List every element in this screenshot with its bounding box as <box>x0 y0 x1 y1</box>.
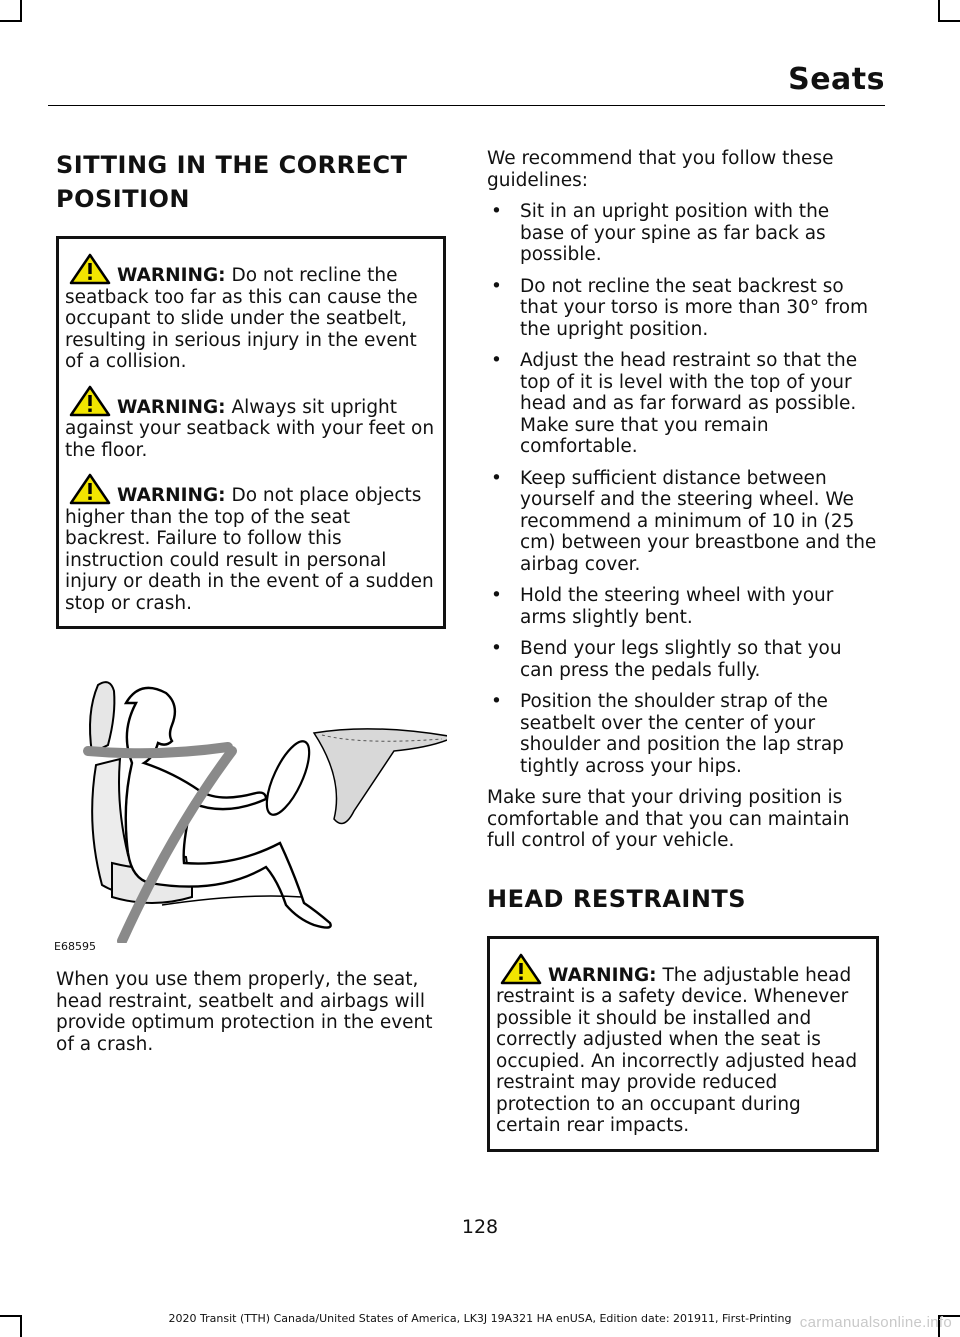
list-item <box>487 468 879 576</box>
driver-seated-illustration <box>52 673 447 943</box>
closing-paragraph: Make sure that your driving position is comfortable and that you can maintain full control of your vehicle. <box>487 787 850 851</box>
warning-text: Do not place objects higher than the top of the seat backrest. Failure to follow this instruction could result in personal injury or death in the event of a sudden stop or crash. <box>65 485 434 614</box>
bullet-glyph: • <box>491 638 502 659</box>
list-item-text: Adjust the head restraint so that the top of it is level with the top of your head and as far forward as possible. Make sure that you remain comfortable. <box>520 350 858 457</box>
warning-label: WARNING: <box>117 396 226 418</box>
bullet-glyph: • <box>491 585 502 606</box>
section-heading-head-restraints: HEAD RESTRAINTS <box>487 884 747 913</box>
list-item <box>487 350 879 458</box>
bullet-glyph: • <box>491 467 502 489</box>
heading-line: SITTING IN THE CORRECT <box>56 151 408 179</box>
crop-mark <box>938 0 940 22</box>
guidelines-intro: We recommend that you follow these guidelines: <box>487 148 834 191</box>
bullet-glyph: • <box>491 691 502 712</box>
crop-mark <box>938 20 960 22</box>
header-divider <box>48 105 885 106</box>
left-column <box>56 148 446 1055</box>
list-item <box>487 276 879 341</box>
list-item <box>487 691 879 777</box>
list-item-text: Do not recline the seat backrest so that your torso is more than 30° from the upright position. <box>520 275 869 340</box>
list-item <box>487 638 879 681</box>
heading-line: POSITION <box>56 185 190 213</box>
seating-position-illustration <box>52 673 447 953</box>
section-heading-sitting <box>56 148 446 216</box>
warning-triangle-icon <box>69 253 111 285</box>
bullet-glyph: • <box>491 275 502 297</box>
figure-code: E68595 <box>54 940 96 953</box>
protection-paragraph: When you use them properly, the seat, head restraint, seatbelt and airbags will provide optimum protection in the event of a crash. <box>56 969 433 1055</box>
page-title: Seats <box>788 62 885 97</box>
list-item-text: Bend your legs slightly so that you can press the pedals fully. <box>520 638 842 681</box>
list-item-text: Hold the steering wheel with your arms slightly bent. <box>520 585 834 628</box>
page-number: 128 <box>461 1216 499 1238</box>
right-column <box>487 148 879 1152</box>
list-item-text: Keep sufficient distance between yourself and the steering wheel. We recommend a minimum of 10 in (25 cm) between your breastbone and the airbag cover. <box>520 467 877 575</box>
warning-item <box>65 253 437 373</box>
list-item-text: Position the shoulder strap of the seatbelt over the center of your shoulder and position the lap strap tightly across your hips. <box>520 691 844 777</box>
warning-box <box>487 936 879 1152</box>
warning-text: The adjustable head restraint is a safety device. Whenever possible it should be installed and correctly adjusted when the seat is occupied. An incorrectly adjusted head restraint may provide reduced protection to an occupant during certain rear impacts. <box>496 964 858 1136</box>
warning-item <box>65 385 437 462</box>
bullet-glyph: • <box>491 350 502 371</box>
list-item <box>487 201 879 266</box>
footer-edition-info: 2020 Transit (TTH) Canada/United States of America, LK3J 19A321 HA enUSA, Edition date: 201911, First-Printing <box>168 1312 792 1325</box>
list-item <box>487 585 879 628</box>
bullet-glyph: • <box>491 201 502 222</box>
warning-item <box>65 473 437 614</box>
warning-text: Do not recline the seatback too far as this can cause the occupant to slide under the seatbelt, resulting in serious injury in the event of a collision. <box>65 265 418 372</box>
crop-mark <box>0 20 22 22</box>
list-item-text: Sit in an upright position with the base of your spine as far back as possible. <box>520 201 830 265</box>
crop-mark <box>20 0 22 22</box>
warning-text: Always sit upright against your seatback with your feet on the floor. <box>65 396 435 461</box>
warning-label: WARNING: <box>117 485 226 506</box>
watermark: carmanualsonline.info <box>799 1314 952 1331</box>
warning-triangle-icon <box>69 473 111 505</box>
warning-triangle-icon <box>69 385 111 417</box>
warning-triangle-icon <box>500 953 542 985</box>
warning-item <box>496 953 870 1137</box>
guidelines-list <box>487 201 879 777</box>
warning-box <box>56 236 446 629</box>
warning-label: WARNING: <box>548 964 657 986</box>
warning-label: WARNING: <box>117 265 226 286</box>
